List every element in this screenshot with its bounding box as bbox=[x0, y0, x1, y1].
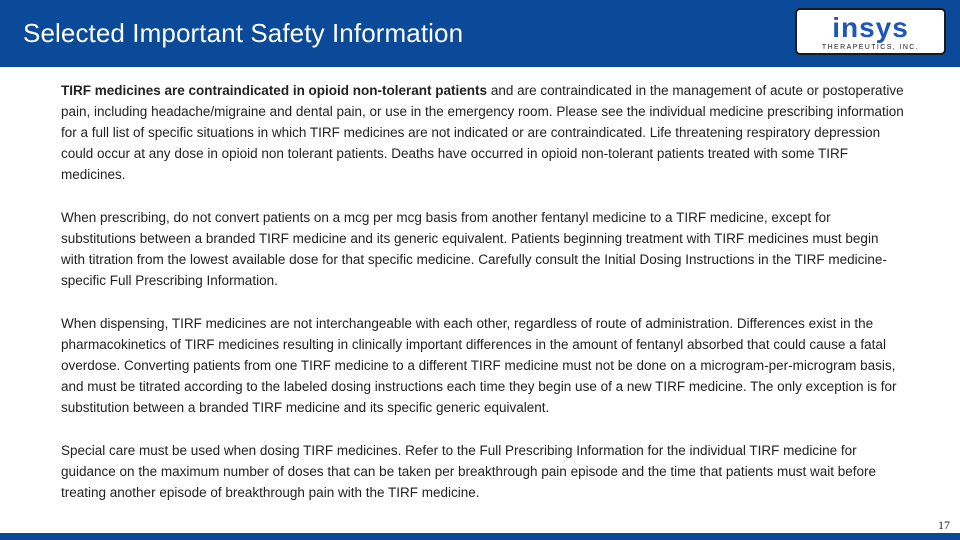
paragraph-dispensing: When dispensing, TIRF medicines are not interchangeable with each other, regardless of route of administration. Differences exist in the pharmacokinetics of TIRF medicines resulting in clinically important differences in the amount of fentanyl absorbed that could cause a fatal overdose. Converting patients from one TIRF medicine to a different TIRF medicine must not be done on a microgram-per-microgram basis, and must be titrated according to the labeled dosing instructions each time they begin use of a new TIRF medicine. The only exception is for substitution between a branded TIRF medicine and its specific generic equivalent. bbox=[61, 316, 897, 415]
safety-information-body bbox=[61, 80, 906, 503]
paragraph-dosing-care: Special care must be used when dosing TIRF medicines. Refer to the Full Prescribing Information for the individual TIRF medicine for guidance on the maximum number of doses that can be taken per breakthrough pain episode and the time that patients must wait before treating another episode of breakthrough pain with the TIRF medicine. bbox=[61, 443, 876, 500]
paragraph-contraindications bbox=[61, 80, 906, 185]
header-bar bbox=[0, 0, 960, 67]
slide-title: Selected Important Safety Information bbox=[23, 18, 464, 48]
paragraph-body: and are contraindicated in the management of acute or postoperative pain, including headache/migraine and dental pain, or use in the emergency room. Please see the individual medicine prescribing information for a full list of specific situations in which TIRF medicines are not indicated or are contraindicated. Life threatening respiratory depression could occur at any dose in opioid non tolerant patients. Deaths have occurred in opioid non-tolerant patients treated with some TIRF medicines. bbox=[61, 83, 904, 182]
logo-tagline: THERAPEUTICS, INC. bbox=[821, 44, 920, 51]
page-number: 17 bbox=[938, 518, 950, 532]
footer-bar bbox=[0, 533, 960, 540]
logo-wordmark: insys bbox=[832, 12, 909, 43]
paragraph-lead-bold: TIRF medicines are contraindicated in opioid non-tolerant patients bbox=[61, 83, 488, 98]
company-logo bbox=[795, 8, 946, 55]
paragraph-prescribing: When prescribing, do not convert patients on a mcg per mcg basis from another fentanyl medicine to a TIRF medicine, except for substitutions between a branded TIRF medicine and its generic equivalent. Patients beginning treatment with TIRF medicines must begin with titration from the lowest available dose for that specific medicine. Carefully consult the Initial Dosing Instructions in the TIRF medicine-specific Full Prescribing Information. bbox=[61, 210, 887, 288]
